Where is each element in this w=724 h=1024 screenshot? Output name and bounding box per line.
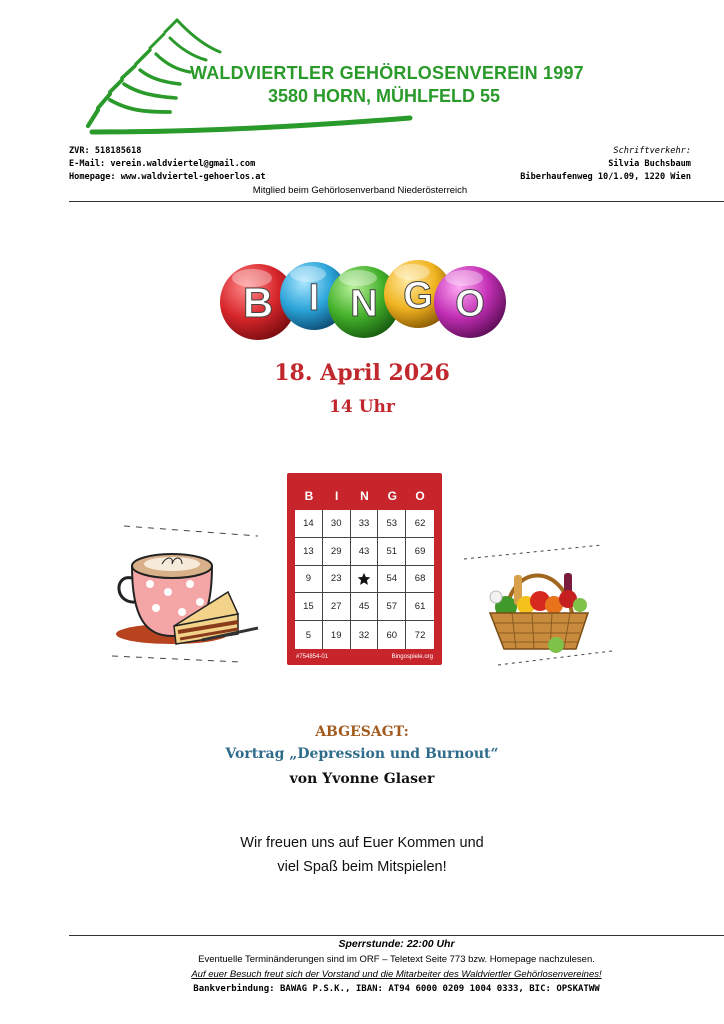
organization-address: 3580 HORN, MÜHLFELD 55 bbox=[268, 86, 501, 106]
footer-divider bbox=[69, 935, 724, 936]
zvr-number: ZVR: 518185618 bbox=[69, 146, 142, 156]
card-cell[interactable]: 14 bbox=[295, 510, 323, 538]
footer bbox=[69, 937, 724, 997]
card-cell[interactable]: 23 bbox=[323, 566, 351, 594]
card-cell[interactable]: 15 bbox=[295, 593, 323, 621]
bank-details: Bankverbindung: BAWAG P.S.K., IBAN: AT94 6000 0209 1004 0333, BIC: OPSKATWW bbox=[193, 984, 600, 994]
card-cell[interactable]: 30 bbox=[323, 510, 351, 538]
bingo-card-header bbox=[295, 489, 434, 507]
card-cell[interactable]: 53 bbox=[378, 510, 406, 538]
organization-name: WALDVIERTLER GEHÖRLOSENVEREIN 1997 bbox=[190, 63, 584, 83]
card-id: #754854-01 bbox=[296, 654, 329, 660]
card-cell[interactable]: 69 bbox=[406, 538, 434, 566]
bingo-balls-title bbox=[218, 256, 508, 342]
ball-o bbox=[434, 266, 506, 338]
correspondence-address: Biberhaufenweg 10/1.09, 1220 Wien bbox=[520, 172, 691, 182]
card-source: Bingospiele.org bbox=[391, 654, 433, 660]
card-cell[interactable]: 62 bbox=[406, 510, 434, 538]
bingo-card bbox=[287, 473, 442, 665]
header-divider bbox=[69, 201, 724, 202]
card-cell[interactable]: 60 bbox=[378, 621, 406, 649]
card-cell[interactable]: 57 bbox=[378, 593, 406, 621]
card-cell[interactable]: 51 bbox=[378, 538, 406, 566]
card-cell[interactable]: 54 bbox=[378, 566, 406, 594]
correspondence-label: Schriftverkehr: bbox=[613, 146, 691, 156]
bingo-card-grid bbox=[295, 510, 434, 649]
schedule-changes-note: Eventuelle Terminänderungen sind im ORF – Teletext Seite 773 bzw. Homepage nachzulesen. bbox=[198, 954, 595, 965]
membership-note bbox=[0, 185, 724, 196]
card-cell[interactable]: 45 bbox=[351, 593, 379, 621]
card-cell[interactable]: 5 bbox=[295, 621, 323, 649]
card-header-n: N bbox=[360, 489, 369, 503]
ball-g-letter: G bbox=[403, 275, 433, 317]
star-icon bbox=[357, 572, 371, 586]
visit-note: Auf euer Besuch freut sich der Vorstand und die Mitarbeiter des Waldviertler Gehörlosenvereines! bbox=[191, 969, 602, 980]
cancelled-label: ABGESAGT: bbox=[315, 724, 409, 740]
card-header-b: B bbox=[304, 489, 314, 503]
fruit-basket-icon bbox=[462, 543, 612, 668]
card-cell[interactable]: 72 bbox=[414, 629, 426, 641]
ball-b-letter: B bbox=[242, 279, 274, 326]
card-cell[interactable]: 68 bbox=[406, 566, 434, 594]
card-cell[interactable]: 43 bbox=[351, 538, 379, 566]
ball-n-letter: N bbox=[350, 283, 378, 325]
curfew-note: Sperrstunde: 22:00 Uhr bbox=[338, 938, 455, 950]
card-cell[interactable]: 27 bbox=[323, 593, 351, 621]
talk-title: Vortrag „Depression und Burnout“ bbox=[225, 746, 499, 762]
card-cell[interactable]: 9 bbox=[295, 566, 323, 594]
card-cell[interactable]: 19 bbox=[323, 621, 351, 649]
card-cell[interactable]: 32 bbox=[351, 621, 379, 649]
correspondence-info bbox=[520, 145, 691, 184]
card-header-g: G bbox=[387, 489, 397, 503]
card-header-o: O bbox=[415, 489, 425, 503]
homepage-link[interactable]: Homepage: www.waldviertel-gehoerlos.at bbox=[69, 172, 266, 182]
card-cell[interactable]: 33 bbox=[351, 510, 379, 538]
contact-info bbox=[69, 145, 266, 184]
email-address[interactable]: E-Mail: verein.waldviertel@gmail.com bbox=[69, 159, 256, 169]
card-cell[interactable]: 29 bbox=[323, 538, 351, 566]
membership-text: Mitglied beim Gehörlosenverband Niederösterreich bbox=[252, 185, 468, 196]
ball-o-letter: O bbox=[455, 283, 485, 325]
event-time: 14 Uhr bbox=[329, 397, 395, 417]
correspondence-name: Silvia Buchsbaum bbox=[608, 159, 691, 169]
welcome-message bbox=[0, 831, 724, 879]
talk-speaker: von Yvonne Glaser bbox=[289, 771, 435, 787]
event-date: 18. April 2026 bbox=[274, 360, 450, 386]
coffee-and-cake-icon bbox=[110, 522, 260, 664]
card-header-i: I bbox=[335, 489, 339, 503]
card-cell-free[interactable] bbox=[351, 566, 379, 594]
card-cell[interactable]: 13 bbox=[295, 538, 323, 566]
welcome-line-1: Wir freuen uns auf Euer Kommen und bbox=[240, 835, 484, 851]
card-cell[interactable]: 61 bbox=[406, 593, 434, 621]
welcome-line-2: viel Spaß beim Mitspielen! bbox=[277, 859, 447, 875]
ball-i-letter: I bbox=[308, 277, 320, 319]
